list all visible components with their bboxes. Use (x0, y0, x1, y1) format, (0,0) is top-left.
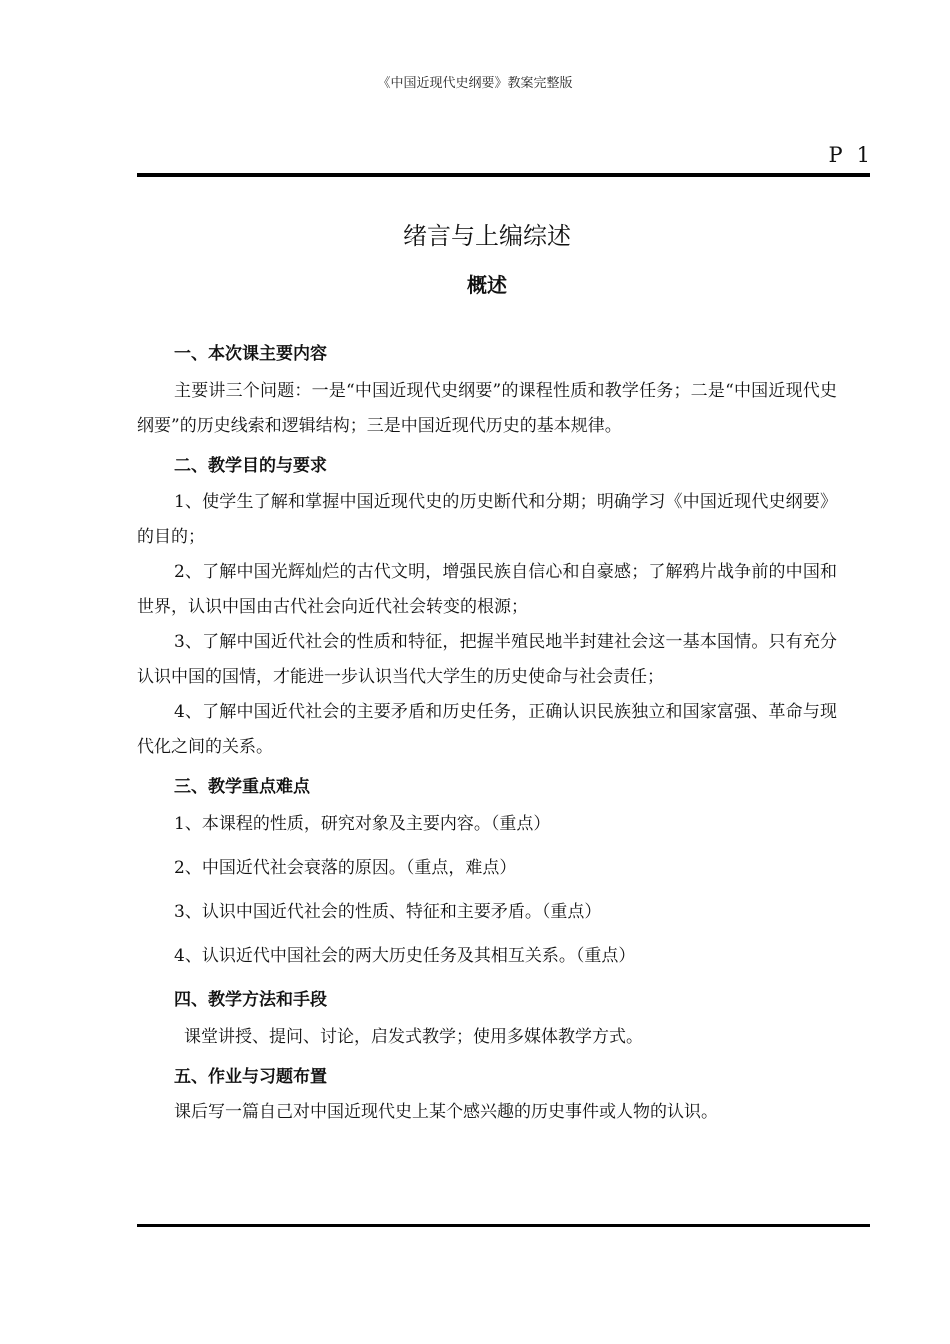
list-item: 2、中国近代社会衰落的原因。（重点，难点） (174, 858, 517, 878)
section-heading: 五、作业与习题布置 (174, 1067, 327, 1087)
list-item: 4、认识近代中国社会的两大历史任务及其相互关系。（重点） (174, 946, 636, 966)
footer-rule (137, 1224, 870, 1227)
document-title: 绪言与上编综述 (403, 222, 571, 250)
document-body (137, 218, 837, 1130)
document-subtitle: 概述 (467, 273, 507, 297)
list-item: 1、本课程的性质，研究对象及主要内容。（重点） (174, 814, 551, 834)
section-heading: 一、本次课主要内容 (174, 344, 327, 364)
section-paragraph: 4、了解中国近代社会的主要矛盾和历史任务，正确认识民族独立和国家富强、革命与现代化之间的关系。 (137, 702, 837, 757)
list-item: 3、认识中国近代社会的性质、特征和主要矛盾。（重点） (174, 902, 602, 922)
page-prefix: P (828, 143, 843, 167)
running-header: 《中国近现代史纲要》教案完整版 (377, 76, 573, 91)
section-heading: 三、教学重点难点 (174, 777, 310, 797)
section-paragraph: 1、使学生了解和掌握中国近现代史的历史断代和分期；明确学习《中国近现代史纲要》的目的； (137, 492, 837, 547)
section-heading: 二、教学目的与要求 (174, 456, 327, 476)
section-paragraph: 课后写一篇自己对中国近现代史上某个感兴趣的历史事件或人物的认识。 (174, 1102, 718, 1122)
header-rule (137, 173, 870, 177)
section-heading: 四、教学方法和手段 (174, 990, 327, 1010)
page-number-value: 1 (856, 143, 870, 167)
section-paragraph: 2、了解中国光辉灿烂的古代文明，增强民族自信心和自豪感；了解鸦片战争前的中国和世界，认识中国由古代社会向近代社会转变的根源； (137, 562, 837, 617)
page-number (828, 143, 870, 167)
section-paragraph: 主要讲三个问题：一是“中国近现代史纲要”的课程性质和教学任务；二是“中国近现代史纲要”的历史线索和逻辑结构；三是中国近现代历史的基本规律。 (137, 381, 837, 436)
section-paragraph: 3、了解中国近代社会的性质和特征，把握半殖民地半封建社会这一基本国情。只有充分认识中国的国情，才能进一步认识当代大学生的历史使命与社会责任； (137, 632, 837, 687)
section-paragraph: 课堂讲授、提问、讨论，启发式教学；使用多媒体教学方式。 (184, 1027, 643, 1047)
